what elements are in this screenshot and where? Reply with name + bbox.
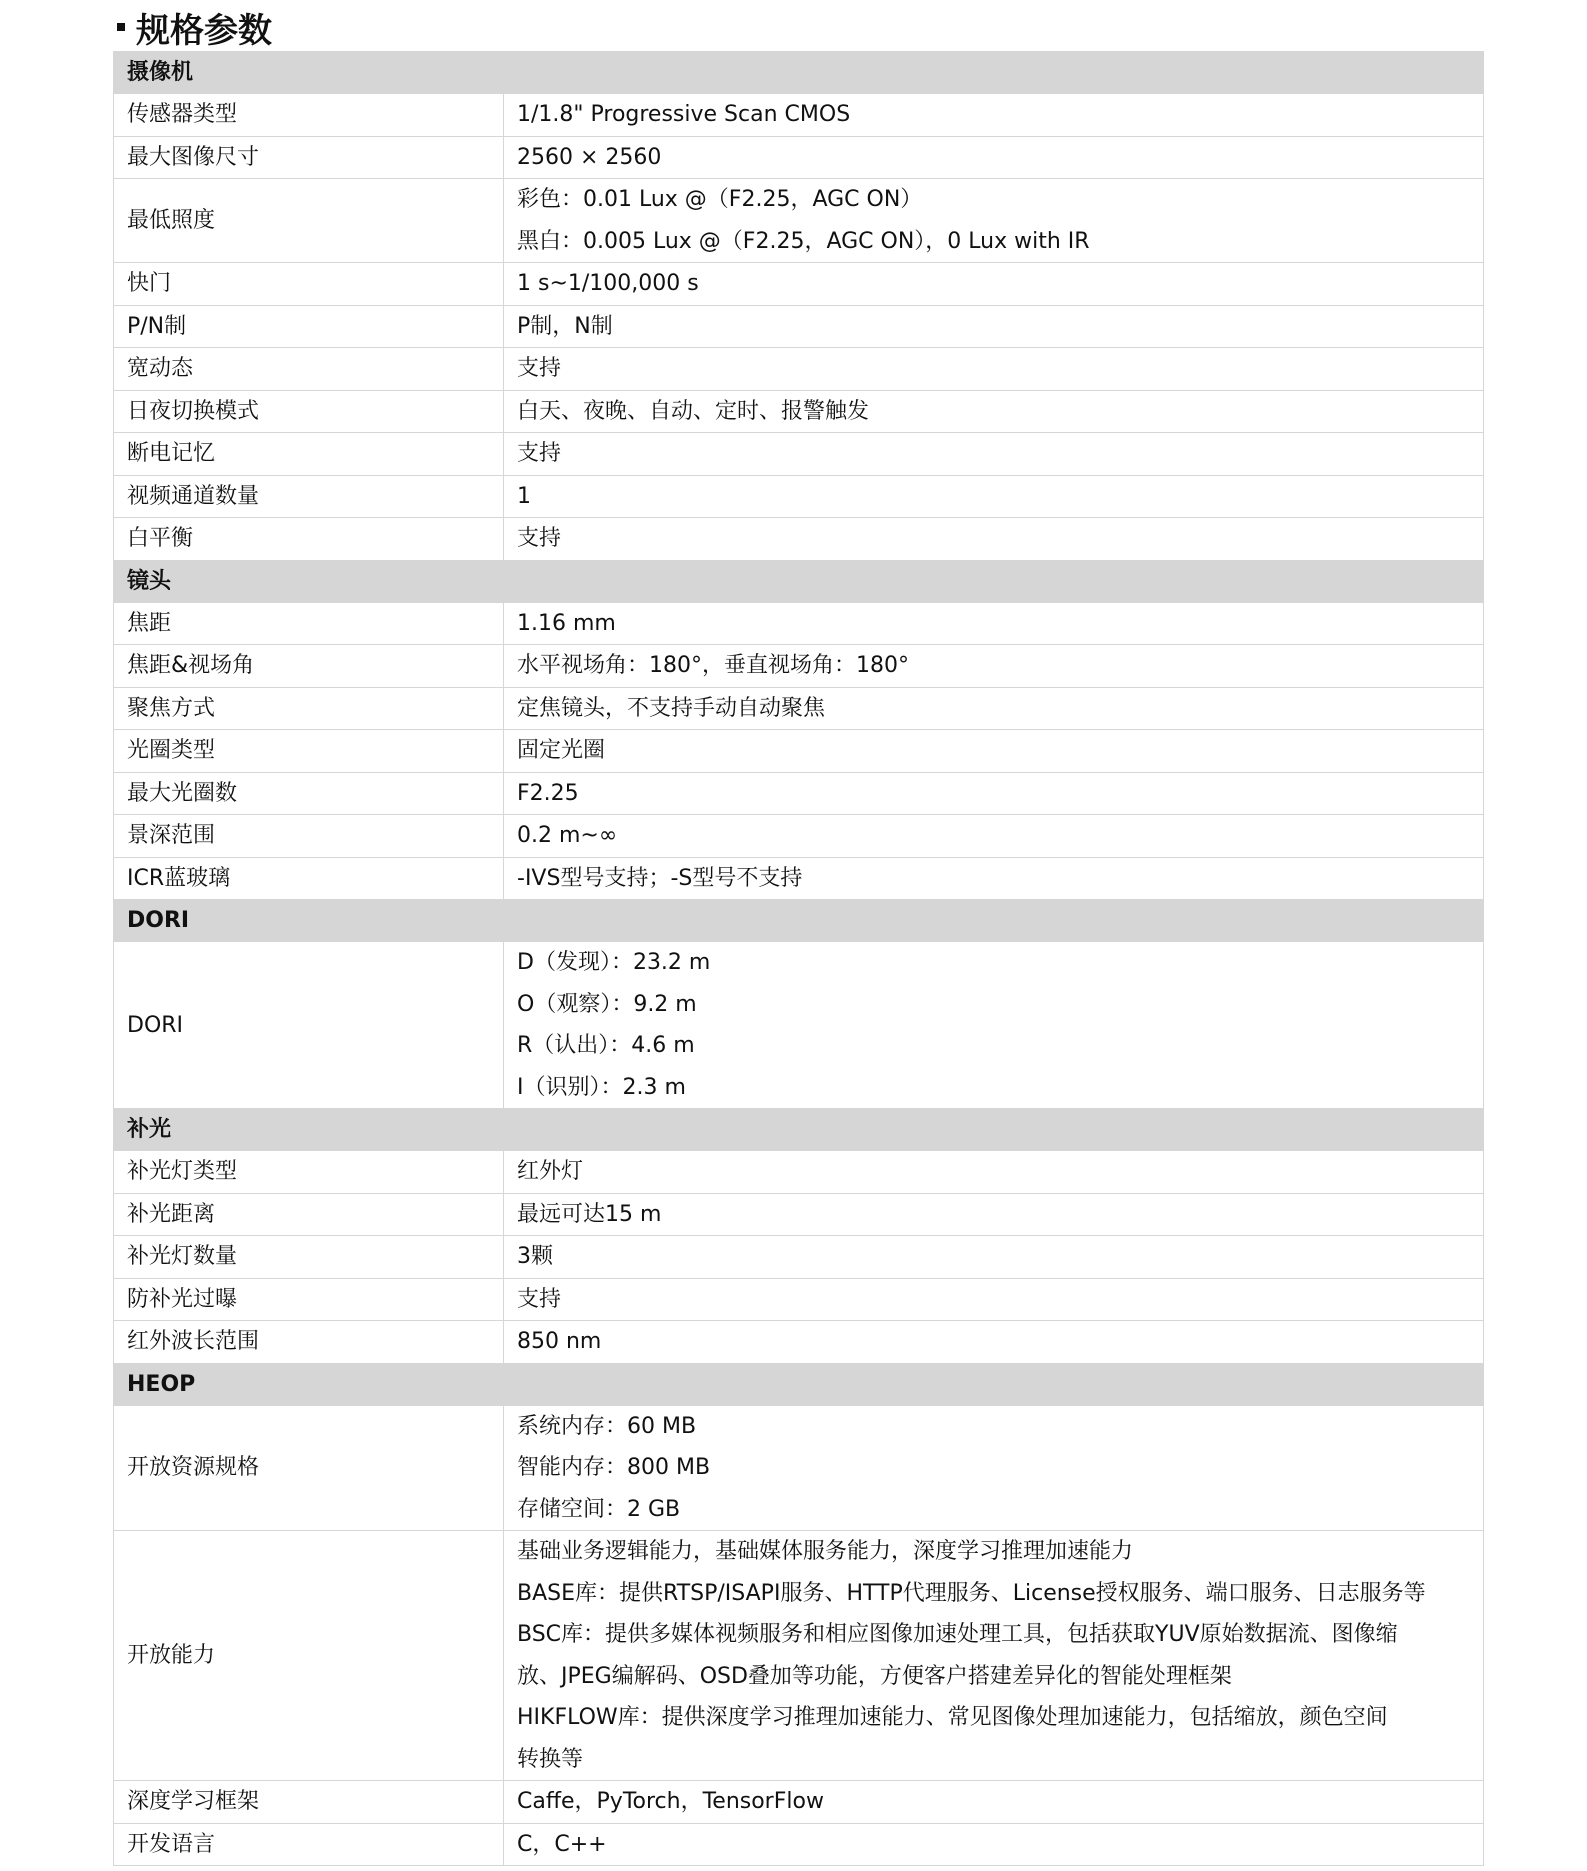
spec-value-line: 支持 <box>517 356 562 381</box>
spec-value-line: 1 <box>517 483 531 509</box>
spec-value <box>504 1823 1484 1866</box>
spec-label: ICR蓝玻璃 <box>114 857 504 900</box>
table-row <box>114 772 1484 815</box>
spec-value <box>504 1531 1484 1781</box>
table-row <box>114 136 1484 179</box>
spec-label: 快门 <box>114 263 504 306</box>
spec-value-line: 支持 <box>517 526 562 551</box>
spec-value <box>504 1151 1484 1194</box>
spec-value-line: 黑白：0.005 Lux @（F2.25，AGC ON），0 Lux with IR <box>517 228 1090 254</box>
spec-label: 视频通道数量 <box>114 475 504 518</box>
table-row <box>114 730 1484 773</box>
spec-value <box>504 305 1484 348</box>
spec-label: 白平衡 <box>114 518 504 561</box>
spec-value <box>504 730 1484 773</box>
table-row <box>114 1531 1484 1781</box>
spec-value-line: 彩色：0.01 Lux @（F2.25，AGC ON） <box>517 187 923 212</box>
spec-label: 开放能力 <box>114 1531 504 1781</box>
spec-table-body <box>114 52 1484 1866</box>
spec-value <box>504 772 1484 815</box>
spec-value-line: HIKFLOW库：提供深度学习推理加速能力、常见图像处理加速能力，包括缩放，颜色空间 <box>517 1705 1388 1730</box>
spec-value <box>504 263 1484 306</box>
section-header <box>114 1109 1484 1151</box>
spec-label: 光圈类型 <box>114 730 504 773</box>
section-title: 摄像机 <box>114 52 1484 94</box>
spec-table <box>113 51 1484 1866</box>
table-row <box>114 475 1484 518</box>
section-title: 镜头 <box>114 560 1484 602</box>
table-row <box>114 1781 1484 1824</box>
spec-value <box>504 1781 1484 1824</box>
table-row <box>114 433 1484 476</box>
table-row <box>114 857 1484 900</box>
spec-value-line: 放、JPEG编解码、OSD叠加等功能，方便客户搭建差异化的智能处理框架 <box>517 1663 1232 1689</box>
spec-label: 焦距 <box>114 602 504 645</box>
spec-label: 防补光过曝 <box>114 1278 504 1321</box>
spec-value <box>504 1405 1484 1531</box>
section-title: HEOP <box>114 1363 1484 1405</box>
spec-value-line: 0.2 m~∞ <box>517 823 618 848</box>
section-header <box>114 52 1484 94</box>
spec-value <box>504 815 1484 858</box>
table-row <box>114 645 1484 688</box>
table-row <box>114 1321 1484 1364</box>
spec-value-line: Caffe，PyTorch，TensorFlow <box>517 1789 824 1814</box>
page-title <box>117 2 272 52</box>
spec-value-line: 定焦镜头，不支持手动自动聚焦 <box>517 695 826 721</box>
spec-value-line: C，C++ <box>517 1831 607 1857</box>
spec-label: 补光灯数量 <box>114 1236 504 1279</box>
spec-label: 焦距&视场角 <box>114 645 504 688</box>
spec-value <box>504 94 1484 137</box>
spec-value-line: 最远可达15 m <box>517 1201 662 1227</box>
spec-value <box>504 1321 1484 1364</box>
spec-label: 宽动态 <box>114 348 504 391</box>
spec-label: 景深范围 <box>114 815 504 858</box>
section-header <box>114 1363 1484 1405</box>
table-row <box>114 263 1484 306</box>
spec-value-line: 转换等 <box>517 1746 584 1772</box>
spec-value-line: 系统内存：60 MB <box>517 1413 697 1439</box>
spec-value-line: 支持 <box>517 441 562 466</box>
table-row <box>114 1823 1484 1866</box>
spec-value-line: 水平视场角：180°，垂直视场角：180° <box>517 653 909 678</box>
spec-value-line: -IVS型号支持；-S型号不支持 <box>517 865 803 891</box>
table-row <box>114 390 1484 433</box>
spec-value-line: 1 s~1/100,000 s <box>517 271 699 296</box>
spec-value-line: BASE库：提供RTSP/ISAPI服务、HTTP代理服务、License授权服务、端口服务、日志服务等 <box>517 1580 1426 1606</box>
spec-value-line: O（观察）：9.2 m <box>517 991 697 1017</box>
spec-label: 深度学习框架 <box>114 1781 504 1824</box>
table-row <box>114 1151 1484 1194</box>
section-header <box>114 560 1484 602</box>
spec-value-line: 1.16 mm <box>517 610 616 636</box>
spec-value-line: 固定光圈 <box>517 738 606 763</box>
table-row <box>114 942 1484 1109</box>
table-row <box>114 1193 1484 1236</box>
spec-label: 最大图像尺寸 <box>114 136 504 179</box>
spec-value <box>504 390 1484 433</box>
spec-label: 传感器类型 <box>114 94 504 137</box>
spec-value <box>504 857 1484 900</box>
spec-label: 补光灯类型 <box>114 1151 504 1194</box>
table-row <box>114 348 1484 391</box>
spec-value-line: 2560 × 2560 <box>517 144 662 170</box>
spec-value <box>504 433 1484 476</box>
spec-label: 日夜切换模式 <box>114 390 504 433</box>
spec-value-line: R（认出）：4.6 m <box>517 1033 695 1058</box>
spec-value-line: 1/1.8" Progressive Scan CMOS <box>517 102 851 127</box>
spec-label: 开放资源规格 <box>114 1405 504 1531</box>
table-row <box>114 1278 1484 1321</box>
table-row <box>114 1236 1484 1279</box>
spec-value-line: 红外灯 <box>517 1159 584 1184</box>
spec-label: 断电记忆 <box>114 433 504 476</box>
spec-label: P/N制 <box>114 305 504 348</box>
table-row <box>114 602 1484 645</box>
spec-value-line: D（发现）：23.2 m <box>517 950 711 975</box>
spec-value-line: 3颗 <box>517 1244 553 1269</box>
spec-value <box>504 687 1484 730</box>
spec-value <box>504 1278 1484 1321</box>
table-row <box>114 518 1484 561</box>
table-row <box>114 687 1484 730</box>
spec-value-line: F2.25 <box>517 780 579 806</box>
section-title: DORI <box>114 900 1484 942</box>
spec-value-line: 基础业务逻辑能力，基础媒体服务能力，深度学习推理加速能力 <box>517 1539 1134 1564</box>
spec-value <box>504 518 1484 561</box>
page-title-text: 规格参数 <box>136 10 272 51</box>
spec-value-line: 智能内存：800 MB <box>517 1455 711 1480</box>
spec-value <box>504 179 1484 263</box>
section-header <box>114 900 1484 942</box>
spec-value <box>504 1193 1484 1236</box>
table-row <box>114 94 1484 137</box>
spec-value-line: 白天、夜晚、自动、定时、报警触发 <box>517 398 870 424</box>
spec-value-line: 支持 <box>517 1286 562 1312</box>
spec-label: 补光距离 <box>114 1193 504 1236</box>
bullet-icon <box>117 23 125 31</box>
spec-value-line: BSC库：提供多媒体视频服务和相应图像加速处理工具，包括获取YUV原始数据流、图像缩 <box>517 1622 1398 1647</box>
spec-value-line: 850 nm <box>517 1329 602 1354</box>
spec-value-line: 存储空间：2 GB <box>517 1496 681 1522</box>
spec-value-line: P制，N制 <box>517 313 613 339</box>
spec-value <box>504 942 1484 1109</box>
spec-value <box>504 602 1484 645</box>
section-title: 补光 <box>114 1109 1484 1151</box>
spec-value <box>504 136 1484 179</box>
spec-label: 开发语言 <box>114 1823 504 1866</box>
spec-value <box>504 1236 1484 1279</box>
table-row <box>114 305 1484 348</box>
spec-label: 最大光圈数 <box>114 772 504 815</box>
spec-label: 红外波长范围 <box>114 1321 504 1364</box>
table-row <box>114 815 1484 858</box>
spec-label: 聚焦方式 <box>114 687 504 730</box>
spec-label: 最低照度 <box>114 179 504 263</box>
spec-value-line: I（识别）：2.3 m <box>517 1074 686 1100</box>
spec-value <box>504 348 1484 391</box>
spec-label: DORI <box>114 942 504 1109</box>
spec-value <box>504 645 1484 688</box>
table-row <box>114 1405 1484 1531</box>
table-row <box>114 179 1484 263</box>
spec-value <box>504 475 1484 518</box>
